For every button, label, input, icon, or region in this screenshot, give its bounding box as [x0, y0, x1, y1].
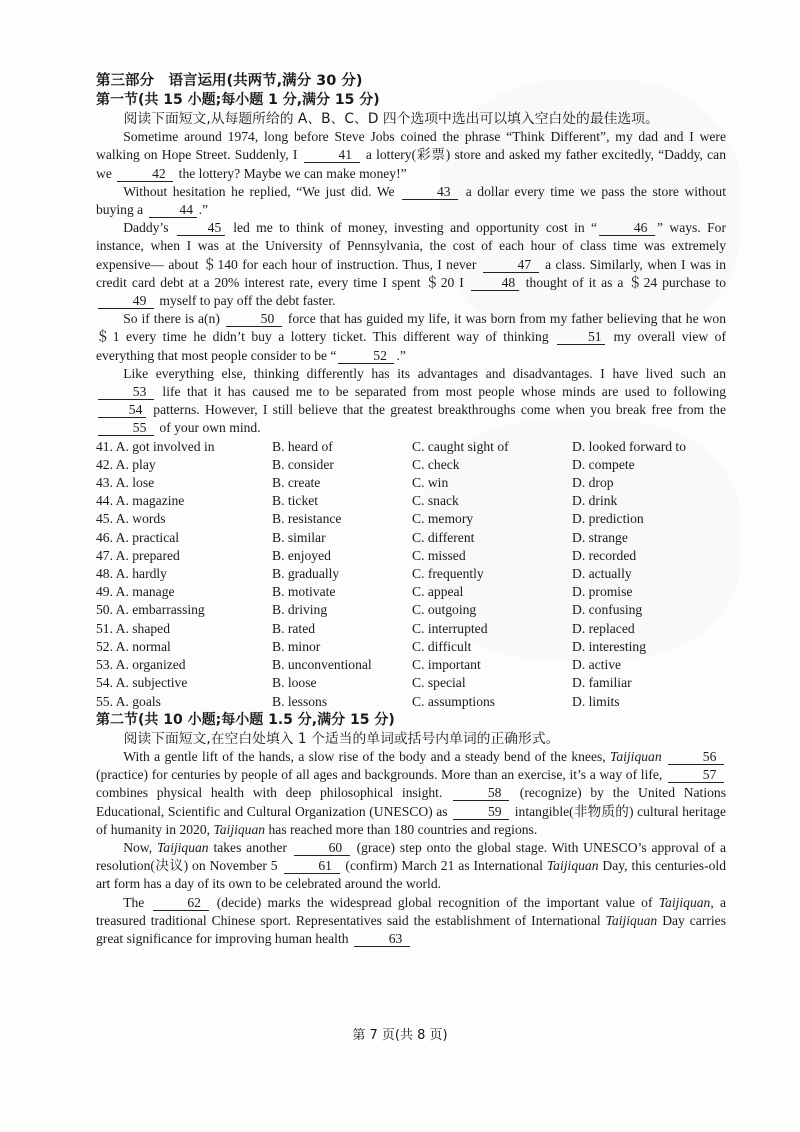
blank-53: 53: [98, 384, 154, 400]
option-d: D. replaced: [572, 620, 635, 636]
option-a: 48. A. hardly: [96, 566, 167, 582]
option-d: D. familiar: [572, 675, 632, 691]
text: thought of it as a ＄24 purchase to: [525, 274, 726, 290]
option-c: C. assumptions: [412, 693, 496, 709]
option-row-50: [96, 601, 726, 619]
option-a: 41. A. got involved in: [96, 438, 215, 454]
text: a dollar every time we pass the store without buying a: [96, 183, 726, 218]
option-d: D. actually: [572, 566, 632, 582]
option-a: 47. A. prepared: [96, 547, 180, 563]
passage2-paragraph2: [96, 839, 726, 894]
option-b: B. resistance: [272, 511, 342, 527]
blank-52: 52: [338, 348, 394, 364]
text: .”: [396, 347, 406, 363]
option-d: D. prediction: [572, 511, 644, 527]
blank-50: 50: [226, 311, 282, 327]
option-c: C. frequently: [412, 566, 484, 582]
option-b: B. driving: [272, 602, 328, 618]
option-b: B. rated: [272, 620, 316, 636]
text: the lottery? Maybe we can make money!”: [178, 165, 407, 181]
text: Without hesitation he replied, “We just did. We: [123, 183, 395, 199]
blank-61: 61: [284, 858, 340, 874]
option-a: 54. A. subjective: [96, 675, 188, 691]
option-row-47: [96, 547, 726, 565]
blank-42: 42: [117, 166, 173, 182]
option-d: D. drink: [572, 493, 618, 509]
option-b: B. consider: [272, 456, 334, 472]
text: myself to pay off the debt faster.: [159, 293, 336, 309]
text: force that has guided my life, it was born from my father believing that he won ＄1 every time he didn’t buy a lottery ticket. This different way of thinking: [96, 311, 727, 345]
option-d: D. active: [572, 657, 622, 673]
option-row-55: [96, 693, 726, 711]
option-c: C. outgoing: [412, 602, 477, 618]
text: a lottery(彩票) store and asked my father excitedly, “Daddy, can we: [96, 147, 727, 181]
section1-title: 第一节(共 15 小题;每小题 1 分,满分 15 分): [96, 92, 380, 108]
blank-51: 51: [557, 329, 605, 345]
text: life that it has caused me to be separated from most people whose minds are used to following: [162, 384, 726, 400]
option-b: B. gradually: [272, 566, 340, 582]
option-d: D. strange: [572, 529, 628, 545]
option-row-49: [96, 583, 726, 601]
section2-title: 第二节(共 10 小题;每小题 1.5 分,满分 15 分): [96, 711, 395, 728]
option-c: C. missed: [412, 547, 466, 563]
option-row-42: [96, 456, 726, 474]
option-b: B. enjoyed: [272, 547, 331, 563]
option-d: D. confusing: [572, 602, 643, 618]
option-d: D. drop: [572, 475, 614, 491]
option-d: D. interesting: [572, 638, 646, 654]
text: has reached more than 180 countries and regions.: [268, 821, 538, 837]
text: , a treasured traditional Chinese sport. Representatives said the establishment of International: [96, 894, 726, 928]
blank-63: 63: [354, 931, 410, 947]
option-c: C. interrupted: [412, 620, 488, 636]
option-a: 42. A. play: [96, 456, 156, 472]
taijiquan-term: Taijiquan: [610, 748, 662, 764]
text: patterns. However, I still believe that the greatest breakthroughs come when you break free from the: [153, 402, 726, 418]
blank-45: 45: [177, 220, 225, 236]
passage2-paragraph1: [96, 748, 726, 839]
option-a: 51. A. shaped: [96, 620, 171, 636]
options-table: [96, 438, 726, 711]
section2-instruction: 阅读下面短文,在空白处填入 1 个适当的单词或括号内单词的正确形式。: [123, 730, 560, 747]
option-b: B. create: [272, 475, 321, 491]
part-title: 第三部分 语言运用(共两节,满分 30 分): [96, 73, 363, 89]
passage1-paragraph3: [96, 219, 726, 310]
text: (practice) for centuries by people of all ages and backgrounds. More than an exercise, it’s a way of life,: [96, 767, 663, 783]
option-c: C. check: [412, 456, 460, 472]
option-row-45: [96, 510, 726, 528]
option-b: B. motivate: [272, 584, 336, 600]
taijiquan-term: Taijiquan: [658, 894, 711, 910]
option-c: C. appeal: [412, 584, 464, 600]
passage2-paragraph3: [96, 894, 726, 949]
text: .”: [198, 202, 209, 218]
option-row-44: [96, 492, 726, 510]
text: With a gentle lift of the hands, a slow rise of the body and a steady bend of the knees,: [123, 748, 606, 764]
blank-54: 54: [98, 402, 146, 418]
text: Now,: [123, 839, 153, 855]
option-b: B. similar: [272, 529, 326, 545]
option-b: B. unconventional: [272, 657, 372, 673]
taijiquan-term: Taijiquan: [213, 821, 266, 837]
text: (recognize) by the United Nations Educational, Scientific and Cultural Organization (UNESCO) as: [96, 785, 726, 819]
option-d: D. compete: [572, 456, 635, 472]
option-row-48: [96, 565, 726, 583]
section1-instruction: 阅读下面短文,从每题所给的 A、B、C、D 四个选项中选出可以填入空白处的最佳选项。: [123, 111, 659, 127]
text: Day, this centuries-old art form has a day of its own to be celebrated around the world.: [96, 858, 726, 892]
text: (confirm) March 21 as International: [345, 858, 543, 874]
option-row-52: [96, 638, 726, 656]
option-d: D. looked forward to: [572, 438, 687, 454]
passage1-paragraph1: [96, 128, 726, 183]
option-row-53: [96, 656, 726, 674]
option-a: 46. A. practical: [96, 529, 180, 545]
text: of your own mind.: [159, 420, 261, 436]
option-c: C. important: [412, 657, 481, 673]
option-a: 55. A. goals: [96, 693, 161, 709]
blank-41: 41: [304, 147, 360, 163]
taijiquan-term: Taijiquan: [605, 912, 658, 928]
text: (grace) step onto the global stage. With UNESCO’s approval of a resolution(决议) on November 5: [96, 839, 727, 874]
option-d: D. limits: [572, 693, 620, 709]
option-c: C. caught sight of: [412, 438, 509, 454]
option-row-54: [96, 674, 726, 692]
text: takes another: [213, 839, 287, 855]
blank-56: 56: [668, 749, 724, 765]
text: The: [123, 894, 145, 910]
blank-55: 55: [98, 420, 154, 436]
page-footer: 第 7 页(共 8 页): [352, 1028, 448, 1043]
option-b: B. loose: [272, 675, 317, 691]
text: So if there is a(n): [123, 311, 220, 327]
option-c: C. snack: [412, 493, 459, 509]
blank-57: 57: [668, 767, 724, 783]
option-row-51: [96, 620, 726, 638]
exam-sheet: [96, 72, 726, 948]
text: ” ways. For instance, when I was at the University of Pennsylvania, the cost of each hour of class time was extremely expensive— about ＄140 for each hour of instruction. Thus, I never: [96, 220, 726, 272]
option-c: C. memory: [412, 511, 474, 527]
option-a: 49. A. manage: [96, 584, 175, 600]
taijiquan-term: Taijiquan: [546, 858, 599, 874]
option-a: 43. A. lose: [96, 475, 155, 491]
option-a: 53. A. organized: [96, 657, 186, 673]
option-a: 52. A. normal: [96, 638, 171, 654]
option-b: B. minor: [272, 638, 321, 654]
option-d: D. promise: [572, 584, 633, 600]
text: my overall view of everything that most people consider to be “: [96, 329, 726, 363]
text: Sometime around 1974, long before Steve Jobs coined the phrase “Think Different”, my dad and I were walking on Hope Street. Suddenly, I: [96, 129, 726, 163]
blank-49: 49: [98, 293, 154, 309]
passage1-paragraph5: [96, 365, 726, 438]
blank-47: 47: [483, 257, 539, 273]
option-c: C. different: [412, 529, 475, 545]
option-c: C. difficult: [412, 638, 472, 654]
blank-59: 59: [453, 804, 509, 820]
blank-46: 46: [599, 220, 655, 236]
taijiquan-term: Taijiquan: [156, 839, 209, 855]
option-c: C. special: [412, 675, 466, 691]
option-row-46: [96, 529, 726, 547]
text: Day carries great significance for improving human health: [96, 912, 726, 946]
option-b: B. lessons: [272, 693, 328, 709]
option-row-43: [96, 474, 726, 492]
option-c: C. win: [412, 475, 449, 491]
option-a: 44. A. magazine: [96, 493, 185, 509]
text: Daddy’s: [123, 220, 169, 236]
text: combines physical health with deep philosophical insight.: [96, 785, 443, 801]
option-d: D. recorded: [572, 547, 637, 563]
blank-44: 44: [149, 202, 197, 218]
option-a: 45. A. words: [96, 511, 166, 527]
blank-43: 43: [402, 184, 458, 200]
passage1-paragraph2: [96, 183, 726, 219]
option-b: B. ticket: [272, 493, 319, 509]
text: intangible(非物质的) cultural heritage of humanity in 2020,: [96, 803, 726, 837]
text: a class. Similarly, when I was in credit card debt at a 20% interest rate, every time I spent ＄20 I: [96, 256, 726, 290]
blank-58: 58: [453, 785, 509, 801]
option-row-41: [96, 438, 726, 456]
blank-60: 60: [294, 840, 350, 856]
passage1-paragraph4: [96, 310, 726, 365]
option-b: B. heard of: [272, 438, 333, 454]
text: (decide) marks the widespread global recognition of the important value of: [216, 894, 653, 910]
text: Like everything else, thinking differently has its advantages and disadvantages. I have lived such an: [123, 365, 726, 381]
blank-62: 62: [153, 895, 209, 911]
option-a: 50. A. embarrassing: [96, 602, 205, 618]
blank-48: 48: [471, 275, 519, 291]
text: led me to think of money, investing and opportunity cost in “: [233, 220, 598, 236]
